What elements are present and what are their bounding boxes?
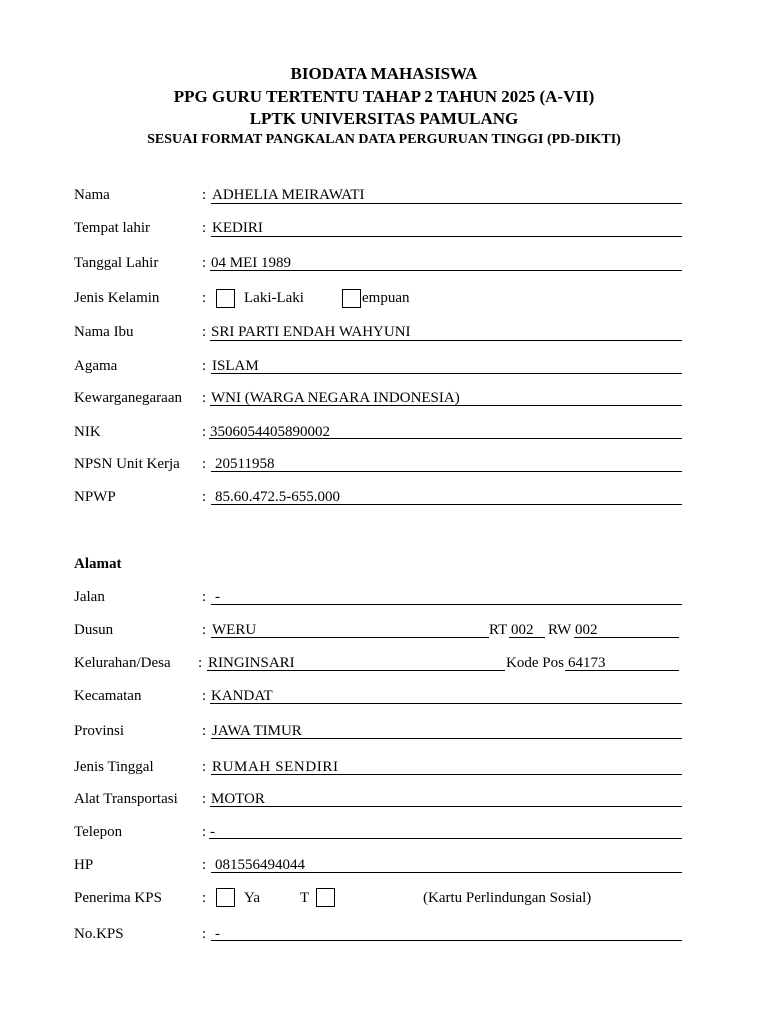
tanggal-lahir-label: Tanggal Lahir bbox=[74, 255, 159, 271]
underline bbox=[209, 438, 682, 439]
kodepos-value[interactable]: 64173 bbox=[568, 655, 606, 671]
nama-ibu-value[interactable]: SRI PARTI ENDAH WAHYUNI bbox=[211, 324, 411, 340]
underline bbox=[210, 270, 682, 271]
npsn-value[interactable]: 20511958 bbox=[215, 456, 275, 472]
nama-label: Nama bbox=[74, 187, 110, 203]
underline bbox=[211, 471, 682, 472]
kps-note: (Kartu Perlindungan Sosial) bbox=[423, 890, 592, 906]
colon: : bbox=[202, 220, 207, 236]
nama-ibu-label: Nama Ibu bbox=[74, 324, 134, 340]
dusun-value[interactable]: WERU bbox=[212, 622, 257, 638]
checkbox-laki-laki[interactable] bbox=[216, 289, 235, 308]
colon: : bbox=[202, 759, 207, 775]
underline bbox=[211, 774, 682, 775]
underline bbox=[209, 838, 682, 839]
kelurahan-value[interactable]: RINGINSARI bbox=[208, 655, 295, 671]
underline bbox=[565, 670, 679, 671]
alat-transportasi-label: Alat Transportasi bbox=[74, 791, 178, 807]
rt-label: RT bbox=[489, 622, 508, 638]
kecamatan-label: Kecamatan bbox=[74, 688, 142, 704]
colon: : bbox=[202, 824, 207, 840]
colon: : bbox=[202, 324, 207, 340]
underline bbox=[211, 504, 682, 505]
npwp-label: NPWP bbox=[74, 489, 116, 505]
colon: : bbox=[202, 723, 207, 739]
nik-label: NIK bbox=[74, 424, 101, 440]
colon: : bbox=[202, 688, 207, 704]
jalan-value[interactable]: - bbox=[215, 589, 220, 605]
rw-value[interactable]: 002 bbox=[575, 622, 598, 638]
underline bbox=[207, 670, 505, 671]
colon: : bbox=[202, 390, 207, 406]
colon: : bbox=[202, 489, 207, 505]
colon: : bbox=[198, 655, 203, 671]
underline bbox=[211, 373, 682, 374]
npsn-label: NPSN Unit Kerja bbox=[74, 456, 180, 472]
document-title: BIODATA MAHASISWA bbox=[290, 64, 478, 83]
underline bbox=[210, 703, 682, 704]
checkbox-kps-tidak[interactable] bbox=[316, 888, 335, 907]
underline bbox=[211, 872, 682, 873]
hp-value[interactable]: 081556494044 bbox=[215, 857, 305, 873]
colon: : bbox=[202, 791, 207, 807]
institution-title: LPTK UNIVERSITAS PAMULANG bbox=[249, 109, 519, 128]
dusun-label: Dusun bbox=[74, 622, 114, 638]
colon: : bbox=[202, 622, 207, 638]
jenis-tinggal-label: Jenis Tinggal bbox=[74, 759, 154, 775]
kodepos-label: Kode Pos bbox=[506, 655, 564, 671]
checkbox-perempuan[interactable] bbox=[342, 289, 361, 308]
kecamatan-value[interactable]: KANDAT bbox=[211, 688, 273, 704]
jenis-kelamin-label: Jenis Kelamin bbox=[74, 290, 160, 306]
colon: : bbox=[202, 926, 207, 942]
jalan-label: Jalan bbox=[74, 589, 105, 605]
tanggal-lahir-value[interactable]: 04 MEI 1989 bbox=[211, 255, 291, 271]
underline bbox=[211, 637, 489, 638]
alat-transportasi-value[interactable]: MOTOR bbox=[211, 791, 265, 807]
colon: : bbox=[202, 255, 207, 271]
kelurahan-label: Kelurahan/Desa bbox=[74, 655, 171, 671]
nik-value[interactable]: 3506054405890002 bbox=[210, 424, 330, 440]
provinsi-value[interactable]: JAWA TIMUR bbox=[212, 723, 302, 739]
tempat-lahir-value[interactable]: KEDIRI bbox=[212, 220, 263, 236]
agama-value[interactable]: ISLAM bbox=[212, 358, 259, 374]
format-subtitle: SESUAI FORMAT PANGKALAN DATA PERGURUAN TINGGI (PD-DIKTI) bbox=[147, 132, 621, 147]
tempat-lahir-label: Tempat lahir bbox=[74, 220, 151, 236]
colon: : bbox=[202, 857, 207, 873]
jenis-tinggal-value[interactable]: RUMAH SENDIRI bbox=[212, 759, 339, 775]
rw-label: RW bbox=[548, 622, 572, 638]
checkbox-kps-ya[interactable] bbox=[216, 888, 235, 907]
colon: : bbox=[202, 456, 207, 472]
provinsi-label: Provinsi bbox=[74, 723, 125, 739]
colon: : bbox=[202, 358, 207, 374]
kewarganegaraan-label: Kewarganegaraan bbox=[74, 390, 182, 406]
kewarganegaraan-value[interactable]: WNI (WARGA NEGARA INDONESIA) bbox=[211, 390, 460, 406]
rt-value[interactable]: 002 bbox=[511, 622, 534, 638]
underline bbox=[211, 738, 682, 739]
underline bbox=[574, 637, 679, 638]
option-tidak-label: T bbox=[300, 890, 310, 906]
alamat-heading: Alamat bbox=[74, 556, 122, 572]
colon: : bbox=[202, 890, 207, 906]
no-kps-label: No.KPS bbox=[74, 926, 124, 942]
underline bbox=[211, 236, 682, 237]
option-ya-label: Ya bbox=[244, 890, 260, 906]
underline bbox=[211, 940, 682, 941]
option-perempuan-label: empuan bbox=[362, 290, 410, 306]
agama-label: Agama bbox=[74, 358, 118, 374]
penerima-kps-label: Penerima KPS bbox=[74, 890, 162, 906]
colon: : bbox=[202, 187, 207, 203]
program-title: PPG GURU TERTENTU TAHAP 2 TAHUN 2025 (A-VII) bbox=[173, 87, 595, 106]
telepon-label: Telepon bbox=[74, 824, 123, 840]
underline bbox=[211, 203, 682, 204]
underline bbox=[211, 604, 682, 605]
telepon-value[interactable]: - bbox=[210, 824, 215, 840]
colon: : bbox=[202, 290, 207, 306]
colon: : bbox=[202, 424, 207, 440]
nama-value[interactable]: ADHELIA MEIRAWATI bbox=[212, 187, 365, 203]
npwp-value[interactable]: 85.60.472.5-655.000 bbox=[215, 489, 340, 505]
underline bbox=[509, 637, 545, 638]
underline bbox=[210, 806, 682, 807]
hp-label: HP bbox=[74, 857, 94, 873]
no-kps-value[interactable]: - bbox=[215, 926, 220, 942]
option-laki-laki-label: Laki-Laki bbox=[244, 290, 304, 306]
underline bbox=[210, 340, 682, 341]
underline bbox=[210, 405, 682, 406]
colon: : bbox=[202, 589, 207, 605]
